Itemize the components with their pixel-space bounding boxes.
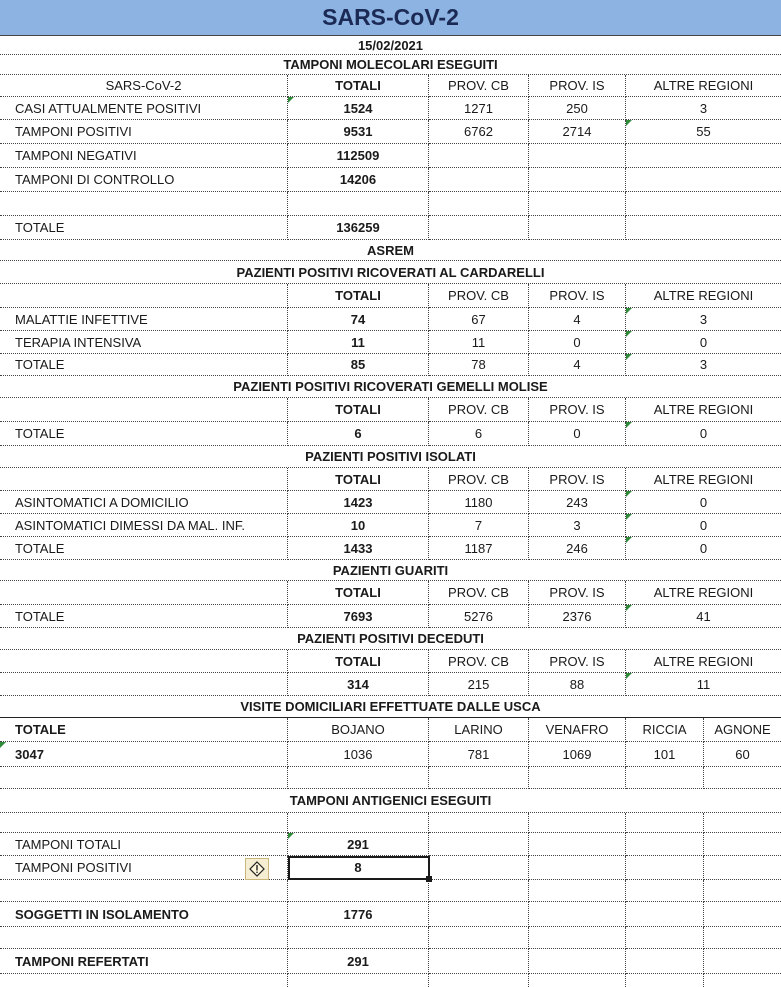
guariti-heading[interactable]: PAZIENTI GUARITI: [0, 560, 781, 581]
usca-header-venafro[interactable]: VENAFRO: [529, 718, 626, 742]
header-label[interactable]: SARS-CoV-2: [0, 75, 288, 97]
header-prov-cb[interactable]: PROV. CB: [429, 398, 529, 422]
row-prov-cb[interactable]: 1271: [429, 97, 529, 120]
row-totali[interactable]: 1423: [288, 491, 429, 514]
header-altre[interactable]: ALTRE REGIONI: [626, 468, 781, 491]
table-row: [0, 331, 781, 354]
asrem-row: [0, 240, 781, 261]
header-prov-is[interactable]: PROV. IS: [529, 581, 626, 605]
empty-cell[interactable]: [429, 767, 529, 789]
header-altre[interactable]: ALTRE REGIONI: [626, 650, 781, 673]
empty-cell[interactable]: [0, 974, 288, 987]
header-altre[interactable]: ALTRE REGIONI: [626, 75, 781, 97]
row-prov-is[interactable]: 243: [529, 491, 626, 514]
empty-cell[interactable]: [704, 949, 781, 974]
row-label[interactable]: TAMPONI POSITIVI: [0, 856, 288, 880]
empty-cell[interactable]: [626, 880, 704, 902]
empty-cell[interactable]: [429, 833, 529, 856]
empty-cell[interactable]: [704, 974, 781, 987]
empty-cell[interactable]: [626, 216, 781, 240]
row-altre[interactable]: 0: [626, 331, 781, 354]
deceduti-heading-row: [0, 628, 781, 650]
warning-diamond-icon[interactable]: [245, 858, 269, 880]
row-prov-cb[interactable]: 67: [429, 308, 529, 331]
empty-cell[interactable]: [0, 468, 288, 491]
row-label[interactable]: TAMPONI DI CONTROLLO: [0, 168, 288, 192]
empty-cell[interactable]: [429, 974, 529, 987]
fill-handle[interactable]: [426, 876, 432, 882]
usca-header-larino[interactable]: LARINO: [429, 718, 529, 742]
table-row: [0, 902, 781, 927]
table-row: [0, 144, 781, 168]
table-row: [0, 97, 781, 120]
gemelli-heading[interactable]: PAZIENTI POSITIVI RICOVERATI GEMELLI MOLISE: [0, 376, 781, 398]
empty-cell[interactable]: [529, 192, 626, 216]
row-label[interactable]: TOTALE: [0, 605, 288, 628]
row-label[interactable]: ASINTOMATICI A DOMICILIO: [0, 491, 288, 514]
row-label[interactable]: CASI ATTUALMENTE POSITIVI: [0, 97, 288, 120]
molecular-heading-row: [0, 55, 781, 75]
empty-cell[interactable]: [288, 813, 429, 833]
row-altre[interactable]: 11: [626, 673, 781, 696]
row-prov-is[interactable]: 250: [529, 97, 626, 120]
empty-cell[interactable]: [529, 216, 626, 240]
header-prov-is[interactable]: PROV. IS: [529, 398, 626, 422]
row-prov-is[interactable]: 4: [529, 354, 626, 376]
error-marker-icon: [626, 491, 632, 497]
date-cell[interactable]: 15/02/2021: [0, 36, 781, 55]
row-label[interactable]: [0, 673, 288, 696]
table-row: [0, 491, 781, 514]
empty-cell[interactable]: [626, 949, 704, 974]
empty-cell[interactable]: [0, 767, 288, 789]
table-row: [0, 742, 781, 767]
empty-cell[interactable]: [704, 833, 781, 856]
usca-header-row: [0, 718, 781, 742]
molecular-heading[interactable]: TAMPONI MOLECOLARI ESEGUITI: [0, 55, 781, 75]
guariti-heading-row: [0, 560, 781, 581]
row-altre[interactable]: 0: [626, 491, 781, 514]
deceduti-heading[interactable]: PAZIENTI POSITIVI DECEDUTI: [0, 628, 781, 650]
row-prov-cb[interactable]: 78: [429, 354, 529, 376]
empty-cell[interactable]: [429, 168, 529, 192]
error-marker-icon: [0, 742, 6, 748]
row-prov-cb[interactable]: 1180: [429, 491, 529, 514]
header-totali[interactable]: TOTALI: [288, 398, 429, 422]
usca-heading[interactable]: VISITE DOMICILIARI EFFETTUATE DALLE USCA: [0, 696, 781, 718]
row-totali[interactable]: 6: [288, 422, 429, 446]
empty-cell[interactable]: [626, 767, 704, 789]
empty-cell[interactable]: [0, 581, 288, 605]
row-altre[interactable]: 0: [626, 422, 781, 446]
empty-row: [0, 927, 781, 949]
empty-cell[interactable]: [529, 927, 626, 949]
error-marker-icon: [626, 514, 632, 520]
empty-row: [0, 767, 781, 789]
isolamento-value[interactable]: 1776: [288, 902, 429, 927]
table-row: [0, 354, 781, 376]
empty-cell[interactable]: [529, 880, 626, 902]
refertati-value[interactable]: 291: [288, 949, 429, 974]
header-prov-cb[interactable]: PROV. CB: [429, 284, 529, 308]
header-prov-cb[interactable]: PROV. CB: [429, 468, 529, 491]
empty-cell[interactable]: [529, 949, 626, 974]
error-marker-icon: [626, 120, 632, 126]
error-marker-icon: [288, 97, 294, 103]
header-prov-is[interactable]: PROV. IS: [529, 284, 626, 308]
empty-cell[interactable]: [626, 144, 781, 168]
usca-header-riccia[interactable]: RICCIA: [626, 718, 704, 742]
row-totali[interactable]: 136259: [288, 216, 429, 240]
empty-cell[interactable]: [529, 813, 626, 833]
row-altre[interactable]: 3: [626, 97, 781, 120]
empty-cell[interactable]: [429, 216, 529, 240]
table-row: [0, 216, 781, 240]
row-prov-cb[interactable]: 6762: [429, 120, 529, 144]
row-label[interactable]: ASINTOMATICI DIMESSI DA MAL. INF.: [0, 514, 288, 537]
table-row: [0, 605, 781, 628]
row-prov-cb[interactable]: 215: [429, 673, 529, 696]
usca-header-bojano[interactable]: BOJANO: [288, 718, 429, 742]
table-row: [0, 120, 781, 144]
empty-cell[interactable]: [429, 927, 529, 949]
empty-cell[interactable]: [626, 902, 704, 927]
gemelli-heading-row: [0, 376, 781, 398]
empty-cell[interactable]: [288, 974, 429, 987]
usca-agnone[interactable]: 60: [704, 742, 781, 767]
error-marker-icon: [626, 354, 632, 360]
isolati-heading-row: [0, 446, 781, 468]
header-totali[interactable]: TOTALI: [288, 284, 429, 308]
row-prov-cb[interactable]: 5276: [429, 605, 529, 628]
header-prov-is[interactable]: PROV. IS: [529, 75, 626, 97]
empty-cell[interactable]: [626, 856, 704, 880]
empty-cell[interactable]: [529, 974, 626, 987]
cardarelli-heading[interactable]: PAZIENTI POSITIVI RICOVERATI AL CARDARELLI: [0, 261, 781, 284]
empty-row: [0, 192, 781, 216]
row-label[interactable]: TAMPONI NEGATIVI: [0, 144, 288, 168]
row-prov-is[interactable]: 0: [529, 331, 626, 354]
header-altre[interactable]: ALTRE REGIONI: [626, 581, 781, 605]
empty-cell[interactable]: [529, 767, 626, 789]
gemelli-header-row: [0, 398, 781, 422]
empty-cell[interactable]: [626, 833, 704, 856]
usca-header-agnone[interactable]: AGNONE: [704, 718, 781, 742]
empty-cell[interactable]: [0, 813, 288, 833]
table-row: [0, 422, 781, 446]
empty-cell[interactable]: [429, 813, 529, 833]
row-totali[interactable]: 14206: [288, 168, 429, 192]
empty-cell[interactable]: [704, 902, 781, 927]
header-altre[interactable]: ALTRE REGIONI: [626, 398, 781, 422]
row-prov-cb[interactable]: 7: [429, 514, 529, 537]
row-prov-is[interactable]: 4: [529, 308, 626, 331]
usca-venafro[interactable]: 1069: [529, 742, 626, 767]
empty-cell[interactable]: [626, 168, 781, 192]
empty-cell[interactable]: [0, 284, 288, 308]
empty-cell[interactable]: [626, 927, 704, 949]
cardarelli-heading-row: [0, 261, 781, 284]
row-prov-is[interactable]: 246: [529, 537, 626, 560]
empty-cell[interactable]: [429, 144, 529, 168]
header-totali[interactable]: TOTALI: [288, 468, 429, 491]
row-totali[interactable]: 9531: [288, 120, 429, 144]
empty-cell[interactable]: [288, 767, 429, 789]
empty-cell[interactable]: [429, 192, 529, 216]
row-label[interactable]: TOTALE: [0, 422, 288, 446]
empty-cell[interactable]: [529, 902, 626, 927]
cardarelli-header-row: [0, 284, 781, 308]
guariti-header-row: [0, 581, 781, 605]
row-prov-is[interactable]: 0: [529, 422, 626, 446]
empty-cell[interactable]: [429, 880, 529, 902]
header-prov-cb[interactable]: PROV. CB: [429, 650, 529, 673]
empty-cell[interactable]: [529, 144, 626, 168]
empty-cell[interactable]: [429, 902, 529, 927]
error-marker-icon: [626, 422, 632, 428]
table-row: [0, 514, 781, 537]
isolati-header-row: [0, 468, 781, 491]
refertati-label[interactable]: TAMPONI REFERTATI: [0, 949, 288, 974]
row-altre[interactable]: 3: [626, 354, 781, 376]
empty-cell[interactable]: [288, 880, 429, 902]
usca-bojano[interactable]: 1036: [288, 742, 429, 767]
row-totali[interactable]: 1524: [288, 97, 429, 120]
row-label[interactable]: TOTALE: [0, 216, 288, 240]
row-prov-cb[interactable]: 6: [429, 422, 529, 446]
empty-cell[interactable]: [704, 880, 781, 902]
usca-larino[interactable]: 781: [429, 742, 529, 767]
row-prov-is[interactable]: 2376: [529, 605, 626, 628]
empty-cell[interactable]: [288, 927, 429, 949]
row-totali[interactable]: 74: [288, 308, 429, 331]
row-altre[interactable]: 3: [626, 308, 781, 331]
table-row: [0, 537, 781, 560]
usca-totale[interactable]: 3047: [0, 742, 288, 767]
deceduti-header-row: [0, 650, 781, 673]
row-totali[interactable]: 11: [288, 331, 429, 354]
empty-cell[interactable]: [704, 856, 781, 880]
row-label[interactable]: TOTALE: [0, 537, 288, 560]
error-marker-icon: [626, 331, 632, 337]
header-totali[interactable]: TOTALI: [288, 75, 429, 97]
row-altre[interactable]: 55: [626, 120, 781, 144]
row-label[interactable]: TAMPONI POSITIVI: [0, 120, 288, 144]
error-marker-icon: [626, 673, 632, 679]
header-totali[interactable]: TOTALI: [288, 650, 429, 673]
usca-header-totale[interactable]: TOTALE: [0, 718, 288, 742]
cell-selection-outline: [288, 856, 430, 880]
error-marker-icon: [626, 537, 632, 543]
empty-cell[interactable]: [529, 168, 626, 192]
empty-cell[interactable]: [0, 880, 288, 902]
error-marker-icon: [626, 308, 632, 314]
row-label[interactable]: TAMPONI TOTALI: [0, 833, 288, 856]
row-prov-cb[interactable]: 1187: [429, 537, 529, 560]
empty-cell[interactable]: [0, 650, 288, 673]
header-prov-cb[interactable]: PROV. CB: [429, 581, 529, 605]
date-row: [0, 36, 781, 55]
empty-cell[interactable]: [626, 192, 781, 216]
isolamento-label[interactable]: SOGGETTI IN ISOLAMENTO: [0, 902, 288, 927]
row-altre[interactable]: 0: [626, 537, 781, 560]
empty-cell[interactable]: [529, 833, 626, 856]
molecular-header-row: [0, 75, 781, 97]
row-totali[interactable]: 112509: [288, 144, 429, 168]
table-row: [0, 168, 781, 192]
row-label[interactable]: TERAPIA INTENSIVA: [0, 331, 288, 354]
empty-cell[interactable]: [429, 856, 529, 880]
row-label[interactable]: MALATTIE INFETTIVE: [0, 308, 288, 331]
isolati-heading[interactable]: PAZIENTI POSITIVI ISOLATI: [0, 446, 781, 468]
usca-heading-row: [0, 696, 781, 718]
empty-cell[interactable]: [626, 813, 704, 833]
empty-cell[interactable]: [0, 192, 288, 216]
table-row: [0, 833, 781, 856]
row-altre[interactable]: 41: [626, 605, 781, 628]
empty-cell[interactable]: [288, 192, 429, 216]
header-prov-is[interactable]: PROV. IS: [529, 468, 626, 491]
row-totali[interactable]: 10: [288, 514, 429, 537]
row-value-selected[interactable]: 8: [288, 856, 429, 880]
row-totali[interactable]: 85: [288, 354, 429, 376]
row-prov-cb[interactable]: 11: [429, 331, 529, 354]
asrem-heading[interactable]: ASREM: [0, 240, 781, 261]
table-row: [0, 949, 781, 974]
empty-row: [0, 974, 781, 987]
sheet-title[interactable]: SARS-CoV-2: [0, 0, 781, 36]
error-marker-icon: [288, 833, 294, 839]
antigenici-heading[interactable]: TAMPONI ANTIGENICI ESEGUITI: [0, 789, 781, 813]
table-row: [0, 673, 781, 696]
empty-cell[interactable]: [529, 856, 626, 880]
error-marker-icon: [626, 605, 632, 611]
empty-cell[interactable]: [0, 398, 288, 422]
row-prov-is[interactable]: 3: [529, 514, 626, 537]
row-prov-is[interactable]: 88: [529, 673, 626, 696]
row-totali[interactable]: 1433: [288, 537, 429, 560]
antigenici-heading-row: [0, 789, 781, 813]
empty-row: [0, 880, 781, 902]
header-prov-is[interactable]: PROV. IS: [529, 650, 626, 673]
row-altre[interactable]: 0: [626, 514, 781, 537]
row-label[interactable]: TOTALE: [0, 354, 288, 376]
row-prov-is[interactable]: 2714: [529, 120, 626, 144]
empty-cell[interactable]: [0, 927, 288, 949]
row-totali[interactable]: 314: [288, 673, 429, 696]
empty-cell[interactable]: [626, 974, 704, 987]
row-value[interactable]: 291: [288, 833, 429, 856]
usca-riccia[interactable]: 101: [626, 742, 704, 767]
empty-row: [0, 813, 781, 833]
header-prov-cb[interactable]: PROV. CB: [429, 75, 529, 97]
empty-cell[interactable]: [704, 813, 781, 833]
row-totali[interactable]: 7693: [288, 605, 429, 628]
empty-cell[interactable]: [704, 927, 781, 949]
header-altre[interactable]: ALTRE REGIONI: [626, 284, 781, 308]
table-row: [0, 308, 781, 331]
header-totali[interactable]: TOTALI: [288, 581, 429, 605]
empty-cell[interactable]: [429, 949, 529, 974]
empty-cell[interactable]: [704, 767, 781, 789]
